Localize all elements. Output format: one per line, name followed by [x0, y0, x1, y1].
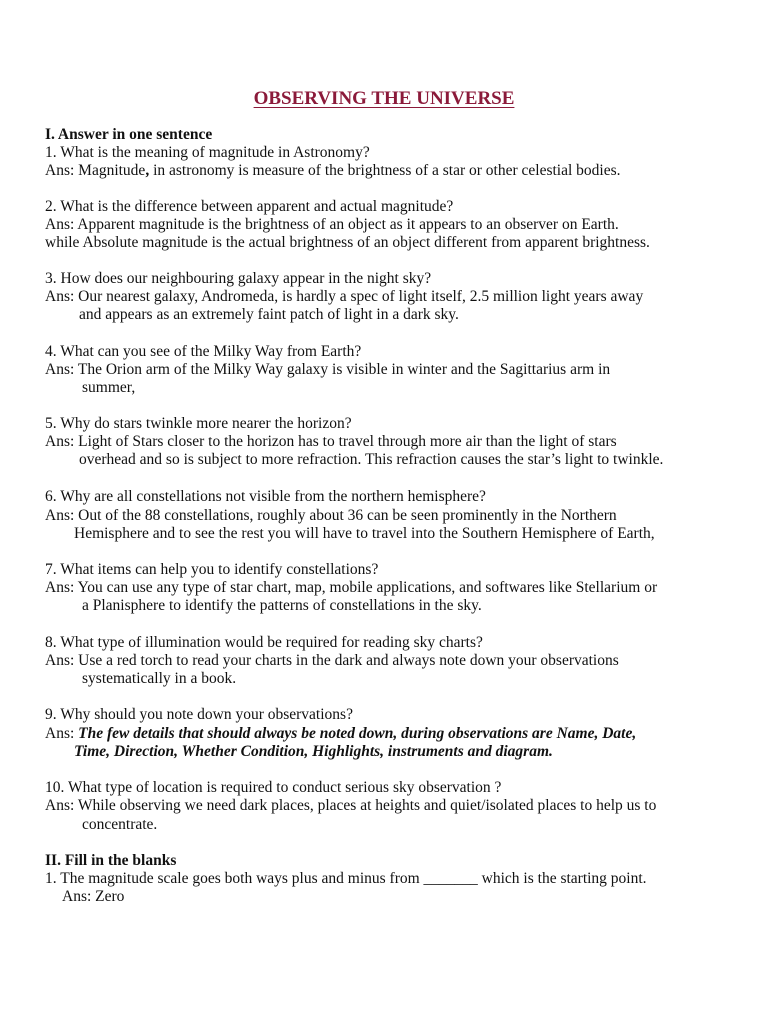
answer-3-line-2: and appears as an extremely faint patch of light in a dark sky. [79, 306, 459, 323]
question-9: 9. Why should you note down your observations? [45, 706, 353, 723]
answer-1-prefix: Ans: Magnitude [45, 162, 146, 179]
section-heading-2: II. Fill in the blanks [45, 852, 177, 869]
answer-5-line-1: Ans: Light of Stars closer to the horizon has to travel through more air than the light of stars [45, 433, 617, 450]
question-5: 5. Why do stars twinkle more nearer the horizon? [45, 415, 352, 432]
answer-9-prefix: Ans: [45, 725, 79, 742]
answer-9-line-2: Time, Direction, Whether Condition, Highlights, instruments and diagram. [74, 743, 553, 760]
answer-5-line-2: overhead and so is subject to more refraction. This refraction causes the star’s light to twinkle. [79, 451, 664, 468]
answer-10-line-2: concentrate. [82, 816, 158, 833]
question-3: 3. How does our neighbouring galaxy appear in the night sky? [45, 270, 432, 287]
answer-2-line-2: while Absolute magnitude is the actual brightness of an object different from apparent brightness. [45, 234, 650, 251]
fill-blank-1-answer: Ans: Zero [62, 888, 125, 905]
question-1: 1. What is the meaning of magnitude in Astronomy? [45, 144, 370, 161]
question-4: 4. What can you see of the Milky Way from Earth? [45, 343, 362, 360]
question-10: 10. What type of location is required to conduct serious sky observation ? [45, 779, 502, 796]
answer-10-line-1: Ans: While observing we need dark places, places at heights and quiet/isolated places to help us to [45, 797, 657, 814]
page-title: OBSERVING THE UNIVERSE [253, 88, 515, 109]
question-8: 8. What type of illumination would be required for reading sky charts? [45, 634, 483, 651]
answer-7-line-1: Ans: You can use any type of star chart, map, mobile applications, and softwares like Stellarium or [45, 579, 658, 596]
section-heading: I. Answer in one sentence [45, 126, 213, 143]
question-2: 2. What is the difference between apparent and actual magnitude? [45, 198, 454, 215]
answer-1-rest: in astronomy is measure of the brightness of a star or other celestial bodies. [149, 162, 621, 179]
answer-6-line-2: Hemisphere and to see the rest you will have to travel into the Southern Hemisphere of Earth, [74, 525, 655, 542]
answer-6-line-1: Ans: Out of the 88 constellations, roughly about 36 can be seen prominently in the Northern [45, 507, 617, 524]
answer-1 [45, 162, 621, 180]
answer-4-line-1: Ans: The Orion arm of the Milky Way galaxy is visible in winter and the Sagittarius arm in [45, 361, 611, 378]
answer-9-line-1 [45, 725, 636, 743]
question-6: 6. Why are all constellations not visible from the northern hemisphere? [45, 488, 486, 505]
fill-blank-1: 1. The magnitude scale goes both ways plus and minus from _______ which is the starting point. [45, 870, 647, 887]
answer-2-line-1: Ans: Apparent magnitude is the brightness of an object as it appears to an observer on Earth. [45, 216, 619, 233]
question-7: 7. What items can help you to identify constellations? [45, 561, 379, 578]
answer-3-line-1: Ans: Our nearest galaxy, Andromeda, is hardly a spec of light itself, 2.5 million light years away [45, 288, 644, 305]
answer-8-line-2: systematically in a book. [82, 670, 237, 687]
answer-9-bold-1: The few details that should always be noted down, during observations are Name, Date, [78, 725, 637, 742]
answer-7-line-2: a Planisphere to identify the patterns of constellations in the sky. [82, 597, 482, 614]
answer-8-line-1: Ans: Use a red torch to read your charts in the dark and always note down your observations [45, 652, 619, 669]
answer-1-comma: , [145, 162, 150, 179]
answer-4-line-2: summer, [82, 379, 136, 396]
